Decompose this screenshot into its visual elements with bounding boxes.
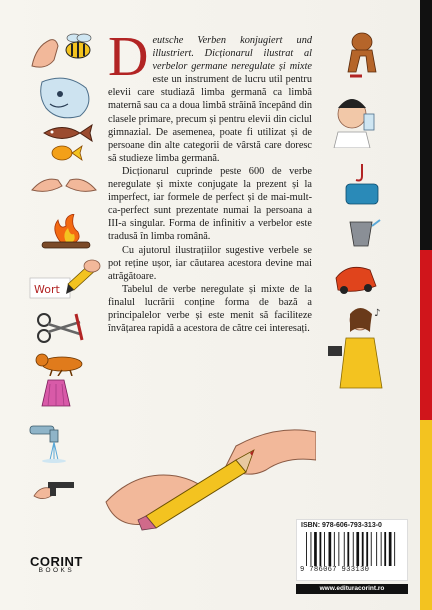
illustrations-paragraph: Cu ajutorul ilustrațiilor sugestive verbele se pot reține ușor, iar căutarea acestora devine mai atrăgătoare. [108,244,312,282]
isbn-box [296,519,408,581]
intro-paragraph [108,26,312,165]
flag-stripe-gold [420,420,432,610]
scissors-illustration [36,310,86,344]
isbn-label: ISBN: 978-606-793-313-0 [301,522,382,529]
crashed-car-illustration [330,258,380,298]
barcode [305,532,403,566]
flag-stripe-red [420,250,432,420]
drop-cap: D [108,26,149,88]
singer-illustration [326,304,388,390]
skirt-illustration [38,378,74,408]
faucet-illustration [26,420,82,464]
publisher-subtitle: BOOKS [38,567,75,574]
bucket-illustration [342,212,382,250]
drinking-man-illustration [330,92,390,148]
dog-illustration [340,28,384,84]
publisher-logo [30,554,83,574]
cat-illustration [32,350,92,376]
gun-hand-illustration [30,474,78,504]
intro-italic-text: eutsche Verben konjugiert und illustriert. Dicționarul ilustrat al verbelor germane neregulate și mixte [152,35,312,73]
intro-text: este un instrument de lucru util pentru elevii care studiază limba germană ca limbă maternă sau ca a doua limbă străină începând din clasele primare, precum și pentru elevii din ciclul gimnazial. De asemenea, poate fi utilizat și de persoane din alte categorii de vârstă care doresc să studieze limba germană. [108,74,312,164]
flag-stripe-black [420,0,432,250]
description-text [108,26,312,335]
fish-illustration [38,122,94,144]
hands-illustration [30,170,98,196]
contents-paragraph: Dicționarul cuprinde peste 600 de verbe neregulate și mixte conjugate la prezent și la imperfect, iar formele de perfect și de mai-mult-ca-perfect sunt prezentate numai la persoana a III-a singular. Forma de infinitiv a verbelor este tradusă în limba română. [108,165,312,243]
publisher-name: CORINT [30,554,83,569]
campfire-illustration [36,214,96,250]
pot-hook-illustration [340,164,384,210]
hands-pencil-illustration [86,420,316,540]
writing-hand-illustration [28,258,102,302]
table-paragraph: Tabelul de verbe neregulate și mixte de la finalul lucrării conține forma de bază a principalelor verbe și este menit să faciliteze învățarea rapidă a acestora de către cei interesați. [108,283,312,335]
svg-text:♪: ♪ [374,308,381,319]
bee-hand-illustration [28,26,98,76]
barcode-digits: 9 786067 933130 [300,566,370,574]
wort-label: Wort [34,283,60,296]
publisher-website: www.edituracorint.ro [296,584,408,594]
wind-face-illustration [36,74,96,120]
goldfish-illustration [48,142,84,164]
